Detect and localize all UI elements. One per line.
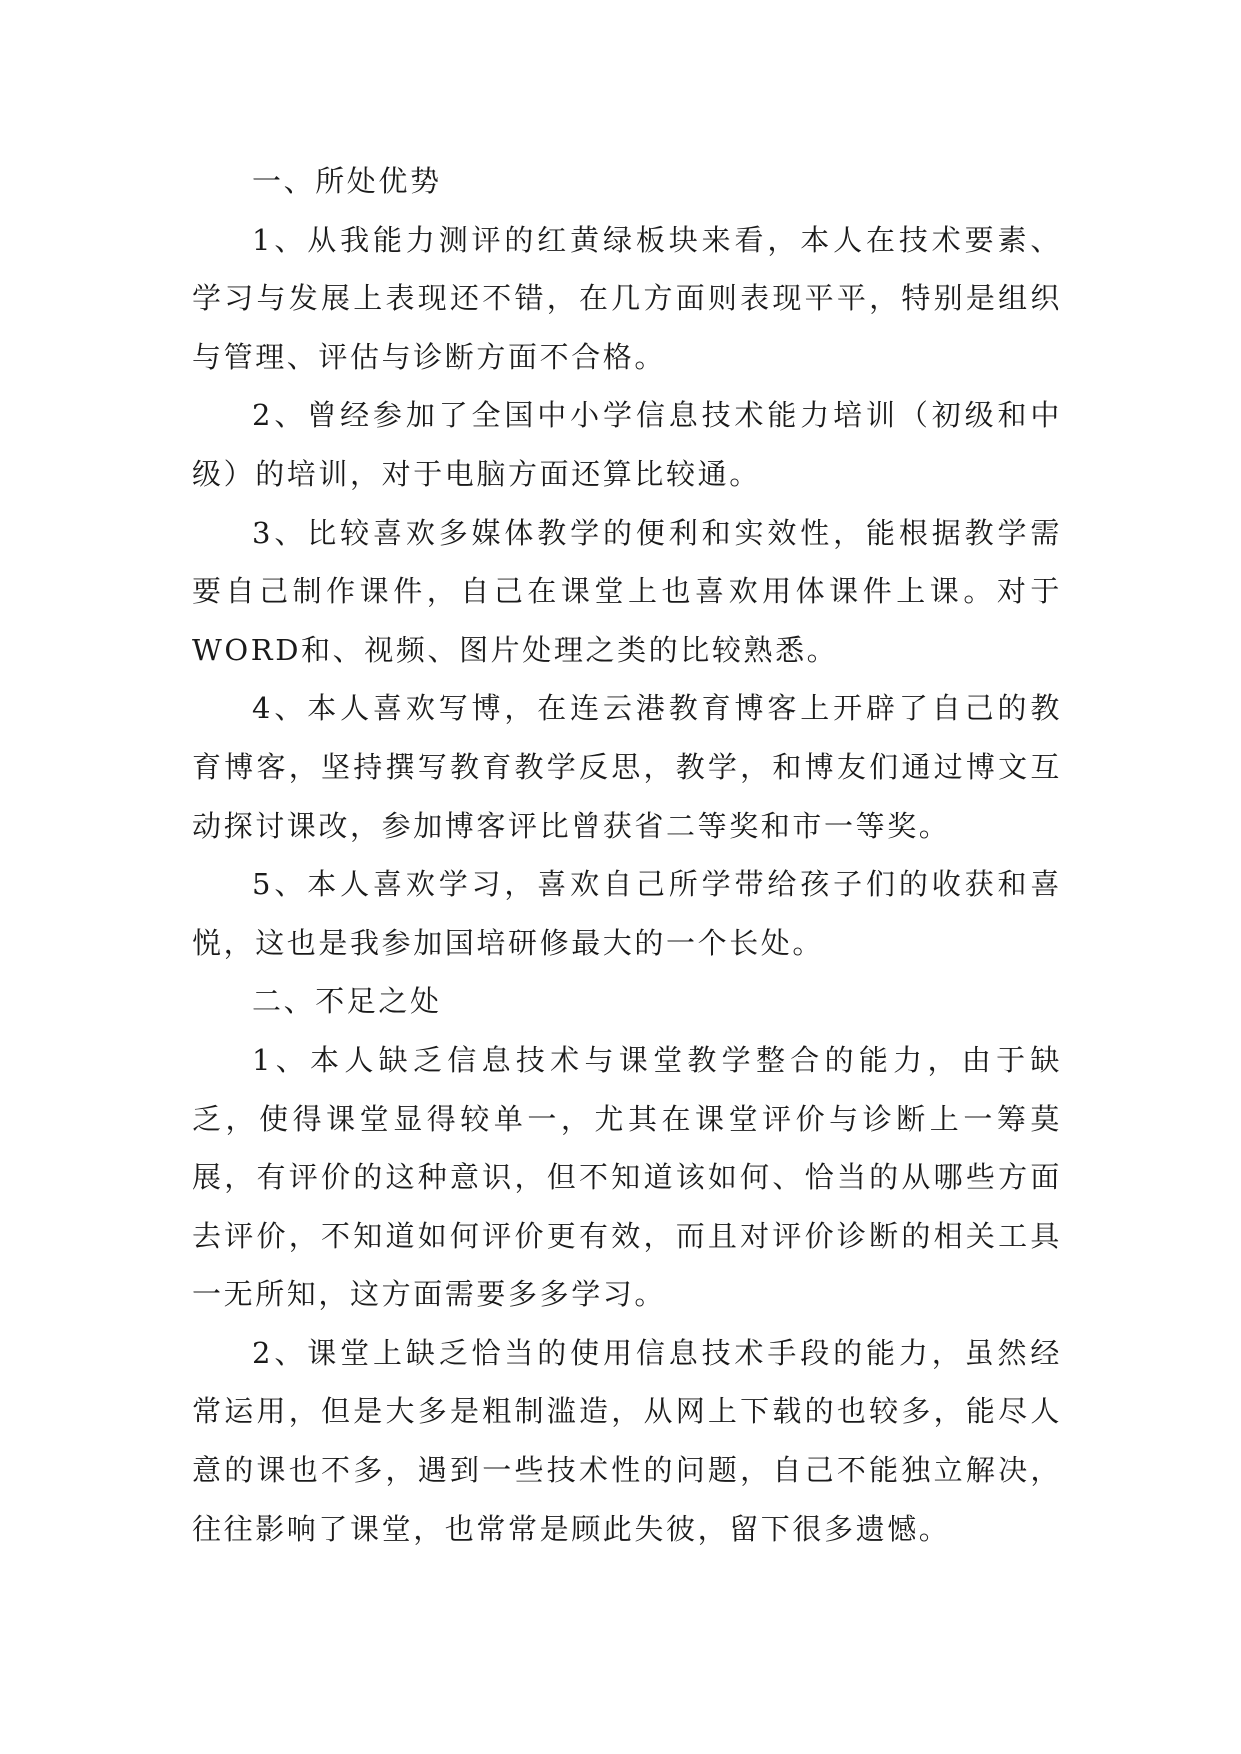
paragraph: 1、从我能力测评的红黄绿板块来看，本人在技术要素、学习与发展上表现还不错，在几方面则表现平平，特别是组织与管理、评估与诊断方面不合格。 xyxy=(192,222,1062,374)
paragraph: 5、本人喜欢学习，喜欢自己所学带给孩子们的收获和喜悦，这也是我参加国培研修最大的一个长处。 xyxy=(192,867,1062,960)
paragraph: 2、课堂上缺乏恰当的使用信息技术手段的能力，虽然经常运用，但是大多是粗制滥造，从网上下载的也较多，能尽人意的课也不多，遇到一些技术性的问题，自己不能独立解决，往往影响了课堂，也常常是顾此失彼，留下很多遗憾。 xyxy=(192,1335,1062,1546)
document-body xyxy=(192,152,1062,1558)
paragraph: 4、本人喜欢写博，在连云港教育博客上开辟了自己的教育博客，坚持撰写教育教学反思，教学，和博友们通过博文互动探讨课改，参加博客评比曾获省二等奖和市一等奖。 xyxy=(192,691,1062,843)
section-heading-shortcomings: 二、不足之处 xyxy=(252,984,442,1019)
paragraph: 2、曾经参加了全国中小学信息技术能力培训（初级和中级）的培训，对于电脑方面还算比较通。 xyxy=(192,398,1062,491)
paragraph: 1、本人缺乏信息技术与课堂教学整合的能力，由于缺乏，使得课堂显得较单一，尤其在课堂评价与诊断上一筹莫展，有评价的这种意识，但不知道该如何、恰当的从哪些方面去评价，不知道如何评价更有效，而且对评价诊断的相关工具一无所知，这方面需要多多学习。 xyxy=(192,1042,1062,1312)
paragraph: 3、比较喜欢多媒体教学的便利和实效性，能根据教学需要自己制作课件，自己在课堂上也喜欢用体课件上课。对于WORD和、视频、图片处理之类的比较熟悉。 xyxy=(192,515,1062,667)
section-heading-advantages: 一、所处优势 xyxy=(252,164,442,198)
